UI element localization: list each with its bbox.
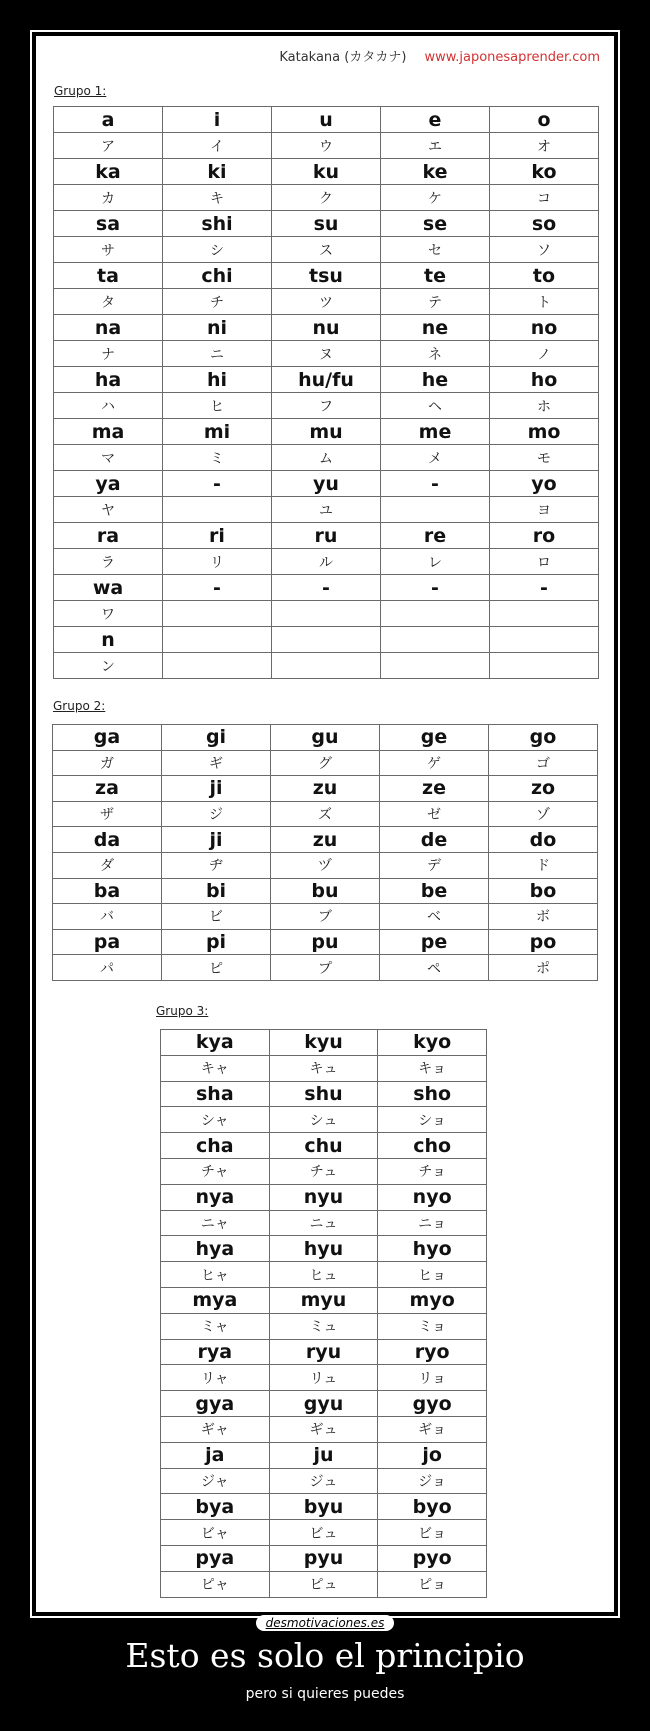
romaji-cell: - [490,575,599,601]
romaji-cell: gi [162,725,271,751]
kana-cell: カ [54,185,163,211]
kana-row [161,1107,487,1133]
group-1-label: Grupo 1: [54,84,107,98]
kana-cell: メ [381,445,490,471]
romaji-cell [163,627,272,653]
kana-cell: ボ [489,904,598,930]
kana-cell: レ [381,549,490,575]
romaji-cell: mi [163,419,272,445]
kana-cell: シャ [161,1107,270,1133]
romaji-cell: ga [53,725,162,751]
romaji-row [161,1184,487,1210]
romaji-cell: sho [378,1081,487,1107]
watermark [0,1612,650,1631]
romaji-row [54,575,599,601]
romaji-cell: bi [162,878,271,904]
kana-cell: キョ [378,1055,487,1081]
romaji-row [53,878,598,904]
kana-cell: ム [272,445,381,471]
kana-row [54,133,599,159]
kana-row [54,601,599,627]
romaji-cell: ryo [378,1339,487,1365]
romaji-cell: hya [161,1236,270,1262]
kana-cell [272,601,381,627]
kana-cell: ギャ [161,1416,270,1442]
kana-row [161,1313,487,1339]
kana-cell: マ [54,445,163,471]
kana-cell: ナ [54,341,163,367]
kana-cell: ウ [272,133,381,159]
romaji-cell: myu [269,1287,378,1313]
kana-cell [163,497,272,523]
romaji-cell [490,627,599,653]
romaji-cell: ko [490,159,599,185]
kana-row [53,801,598,827]
romaji-cell [381,627,490,653]
kana-cell: シ [163,237,272,263]
kana-cell: ピャ [161,1571,270,1597]
kana-cell: セ [381,237,490,263]
romaji-cell: ni [163,315,272,341]
romaji-row [54,159,599,185]
kana-cell: キュ [269,1055,378,1081]
kana-cell: ピュ [269,1571,378,1597]
romaji-cell: to [490,263,599,289]
romaji-cell: gya [161,1391,270,1417]
kana-cell: ド [489,852,598,878]
romaji-cell: hu/fu [272,367,381,393]
kana-cell: エ [381,133,490,159]
romaji-cell: ze [380,776,489,802]
romaji-cell: n [54,627,163,653]
romaji-cell: pe [380,929,489,955]
kana-cell: サ [54,237,163,263]
kana-row [54,237,599,263]
romaji-row [161,1339,487,1365]
kana-cell: リュ [269,1365,378,1391]
kana-cell: ダ [53,852,162,878]
group-1-table [53,106,599,679]
caption-subtitle: pero si quieres puedes [245,1686,405,1702]
kana-cell [490,601,599,627]
romaji-row [53,929,598,955]
kana-row [161,1468,487,1494]
romaji-cell: sha [161,1081,270,1107]
kana-cell: ヒュ [269,1262,378,1288]
kana-cell: チ [163,289,272,315]
romaji-cell: ku [272,159,381,185]
kana-cell: ク [272,185,381,211]
group-3-table [160,1029,487,1598]
kana-cell: モ [490,445,599,471]
romaji-row [54,367,599,393]
romaji-row [54,263,599,289]
kana-cell: ビ [162,904,271,930]
romaji-cell: shu [269,1081,378,1107]
romaji-cell: myo [378,1287,487,1313]
kana-row [54,445,599,471]
romaji-row [161,1287,487,1313]
romaji-row [161,1391,487,1417]
romaji-cell: ta [54,263,163,289]
kana-cell: ニュ [269,1210,378,1236]
romaji-cell: i [163,107,272,133]
kana-cell [163,653,272,679]
kana-cell: ロ [490,549,599,575]
romaji-cell: o [490,107,599,133]
kana-cell: ペ [380,955,489,981]
kana-cell: ピョ [378,1571,487,1597]
kana-cell: フ [272,393,381,419]
kana-cell: ビョ [378,1520,487,1546]
romaji-row [53,827,598,853]
kana-cell: ジ [162,801,271,827]
kana-cell: ト [490,289,599,315]
kana-cell: チャ [161,1158,270,1184]
romaji-cell: ma [54,419,163,445]
kana-cell: ジュ [269,1468,378,1494]
kana-cell: リョ [378,1365,487,1391]
romaji-cell: gyu [269,1391,378,1417]
kana-cell [163,601,272,627]
romaji-cell: sa [54,211,163,237]
kana-cell: ヘ [381,393,490,419]
romaji-row [161,1442,487,1468]
romaji-cell: mu [272,419,381,445]
kana-cell: ゴ [489,750,598,776]
romaji-cell: na [54,315,163,341]
group-2-label: Grupo 2: [53,699,106,713]
kana-cell: ミ [163,445,272,471]
romaji-cell: zu [271,827,380,853]
watermark-text: desmotivaciones.es [256,1615,395,1631]
group-3-label: Grupo 3: [156,1004,209,1018]
romaji-cell: tsu [272,263,381,289]
romaji-cell: do [489,827,598,853]
romaji-row [161,1081,487,1107]
romaji-cell: nya [161,1184,270,1210]
romaji-row [161,1545,487,1571]
romaji-cell: ba [53,878,162,904]
kana-cell: タ [54,289,163,315]
kana-row [161,1365,487,1391]
kana-cell: ニョ [378,1210,487,1236]
kana-cell: チュ [269,1158,378,1184]
romaji-cell: nyu [269,1184,378,1210]
romaji-cell: go [489,725,598,751]
romaji-cell: hyo [378,1236,487,1262]
sheet-title: Katakana (カタカナ) [279,50,407,65]
kana-cell: ネ [381,341,490,367]
kana-cell: ブ [271,904,380,930]
romaji-cell: pyo [378,1545,487,1571]
kana-cell: ス [272,237,381,263]
romaji-cell: pya [161,1545,270,1571]
kana-cell: デ [380,852,489,878]
romaji-row [53,776,598,802]
romaji-cell: su [272,211,381,237]
romaji-cell: me [381,419,490,445]
kana-cell: プ [271,955,380,981]
romaji-cell: ryu [269,1339,378,1365]
kana-cell: テ [381,289,490,315]
romaji-cell: hi [163,367,272,393]
kana-cell: ザ [53,801,162,827]
romaji-cell: te [381,263,490,289]
romaji-cell: yu [272,471,381,497]
romaji-cell: ka [54,159,163,185]
group-2-table [52,724,598,981]
kana-cell: ワ [54,601,163,627]
kana-cell: ヒャ [161,1262,270,1288]
romaji-row [53,725,598,751]
romaji-cell: wa [54,575,163,601]
romaji-cell: byo [378,1494,487,1520]
kana-row [54,653,599,679]
romaji-cell: - [272,575,381,601]
romaji-cell: gu [271,725,380,751]
kana-cell: グ [271,750,380,776]
kana-row [54,549,599,575]
romaji-cell: nyo [378,1184,487,1210]
romaji-cell: kyu [269,1030,378,1056]
romaji-cell: ho [490,367,599,393]
kana-cell [381,497,490,523]
romaji-cell: chi [163,263,272,289]
romaji-cell: pa [53,929,162,955]
romaji-cell: ki [163,159,272,185]
kana-cell: バ [53,904,162,930]
romaji-row [54,211,599,237]
kana-cell: ア [54,133,163,159]
kana-cell: リ [163,549,272,575]
romaji-cell: re [381,523,490,549]
romaji-cell: ji [162,776,271,802]
kana-cell: イ [163,133,272,159]
kana-cell: ニャ [161,1210,270,1236]
romaji-cell: ra [54,523,163,549]
kana-cell: チョ [378,1158,487,1184]
romaji-cell: a [54,107,163,133]
kana-cell: ビャ [161,1520,270,1546]
kana-cell: ミョ [378,1313,487,1339]
kana-cell: ミャ [161,1313,270,1339]
romaji-cell: ke [381,159,490,185]
kana-cell: リャ [161,1365,270,1391]
kana-cell: ジャ [161,1468,270,1494]
romaji-cell: ge [380,725,489,751]
romaji-cell: nu [272,315,381,341]
romaji-cell: cho [378,1133,487,1159]
kana-cell: ギュ [269,1416,378,1442]
kana-cell: ピ [162,955,271,981]
romaji-cell: - [163,575,272,601]
romaji-row [161,1494,487,1520]
kana-row [161,1158,487,1184]
romaji-cell: po [489,929,598,955]
romaji-cell: - [163,471,272,497]
kana-cell: シュ [269,1107,378,1133]
kana-row [161,1416,487,1442]
kana-cell: ユ [272,497,381,523]
romaji-cell: he [381,367,490,393]
romaji-cell: pi [162,929,271,955]
kana-row [53,904,598,930]
kana-cell: ケ [381,185,490,211]
romaji-row [54,315,599,341]
kana-cell: ギョ [378,1416,487,1442]
romaji-cell: da [53,827,162,853]
romaji-cell: byu [269,1494,378,1520]
kana-cell: キ [163,185,272,211]
romaji-cell: rya [161,1339,270,1365]
kana-row [53,955,598,981]
kana-cell: ショ [378,1107,487,1133]
romaji-cell: pyu [269,1545,378,1571]
kana-cell: ガ [53,750,162,776]
romaji-row [161,1133,487,1159]
romaji-cell: gyo [378,1391,487,1417]
kana-row [161,1210,487,1236]
kana-cell [381,653,490,679]
romaji-cell: be [380,878,489,904]
romaji-cell: yo [490,471,599,497]
kana-cell: ン [54,653,163,679]
kana-cell [490,653,599,679]
romaji-cell: ru [272,523,381,549]
kana-cell: ラ [54,549,163,575]
kana-cell: ツ [272,289,381,315]
romaji-cell: so [490,211,599,237]
kana-cell: ズ [271,801,380,827]
kana-cell: ゾ [489,801,598,827]
romaji-row [161,1236,487,1262]
kana-row [54,497,599,523]
kana-row [54,341,599,367]
kana-cell [272,653,381,679]
kana-row [161,1520,487,1546]
katakana-sheet [36,36,614,1612]
romaji-row [54,523,599,549]
romaji-cell: ha [54,367,163,393]
kana-cell: ノ [490,341,599,367]
kana-cell: ニ [163,341,272,367]
kana-cell: キャ [161,1055,270,1081]
romaji-cell: e [381,107,490,133]
romaji-cell: ya [54,471,163,497]
kana-cell: ホ [490,393,599,419]
romaji-cell: ne [381,315,490,341]
kana-row [54,289,599,315]
kana-cell: コ [490,185,599,211]
romaji-cell: bu [271,878,380,904]
romaji-cell: se [381,211,490,237]
kana-cell [381,601,490,627]
kana-cell: ヅ [271,852,380,878]
romaji-cell: jo [378,1442,487,1468]
kana-row [53,852,598,878]
romaji-cell: bo [489,878,598,904]
romaji-row [54,107,599,133]
kana-row [53,750,598,776]
kana-cell: ポ [489,955,598,981]
kana-row [161,1262,487,1288]
romaji-cell: cha [161,1133,270,1159]
kana-cell: ヂ [162,852,271,878]
romaji-cell: zo [489,776,598,802]
romaji-cell: mo [490,419,599,445]
romaji-cell: ri [163,523,272,549]
kana-cell: ゼ [380,801,489,827]
romaji-cell: no [490,315,599,341]
kana-cell: ヒ [163,393,272,419]
romaji-cell: kyo [378,1030,487,1056]
kana-row [161,1055,487,1081]
romaji-cell: - [381,575,490,601]
kana-cell: パ [53,955,162,981]
kana-cell: ゲ [380,750,489,776]
kana-cell: ル [272,549,381,575]
romaji-cell [272,627,381,653]
kana-cell: ミュ [269,1313,378,1339]
kana-cell: ハ [54,393,163,419]
romaji-cell: pu [271,929,380,955]
kana-cell: ギ [162,750,271,776]
kana-cell: ジョ [378,1468,487,1494]
kana-row [54,393,599,419]
kana-cell: ヤ [54,497,163,523]
romaji-cell: kya [161,1030,270,1056]
romaji-cell: zu [271,776,380,802]
romaji-cell: ji [162,827,271,853]
kana-cell: ヌ [272,341,381,367]
kana-row [54,185,599,211]
romaji-cell: ju [269,1442,378,1468]
romaji-cell: - [381,471,490,497]
kana-cell: ヒョ [378,1262,487,1288]
kana-cell: ベ [380,904,489,930]
romaji-row [54,419,599,445]
romaji-row [161,1030,487,1056]
kana-row [161,1571,487,1597]
romaji-cell: hyu [269,1236,378,1262]
sheet-header [279,46,600,65]
romaji-row [54,471,599,497]
kana-cell: オ [490,133,599,159]
romaji-cell: ro [490,523,599,549]
romaji-cell: chu [269,1133,378,1159]
romaji-cell: mya [161,1287,270,1313]
romaji-cell: u [272,107,381,133]
romaji-cell: bya [161,1494,270,1520]
romaji-cell: de [380,827,489,853]
caption-title: Esto es solo el principio [125,1636,525,1675]
romaji-cell: ja [161,1442,270,1468]
kana-cell: ヨ [490,497,599,523]
kana-cell: ビュ [269,1520,378,1546]
sheet-url: www.japonesaprender.com [424,50,600,65]
romaji-cell: shi [163,211,272,237]
kana-cell: ソ [490,237,599,263]
romaji-cell: za [53,776,162,802]
romaji-row [54,627,599,653]
